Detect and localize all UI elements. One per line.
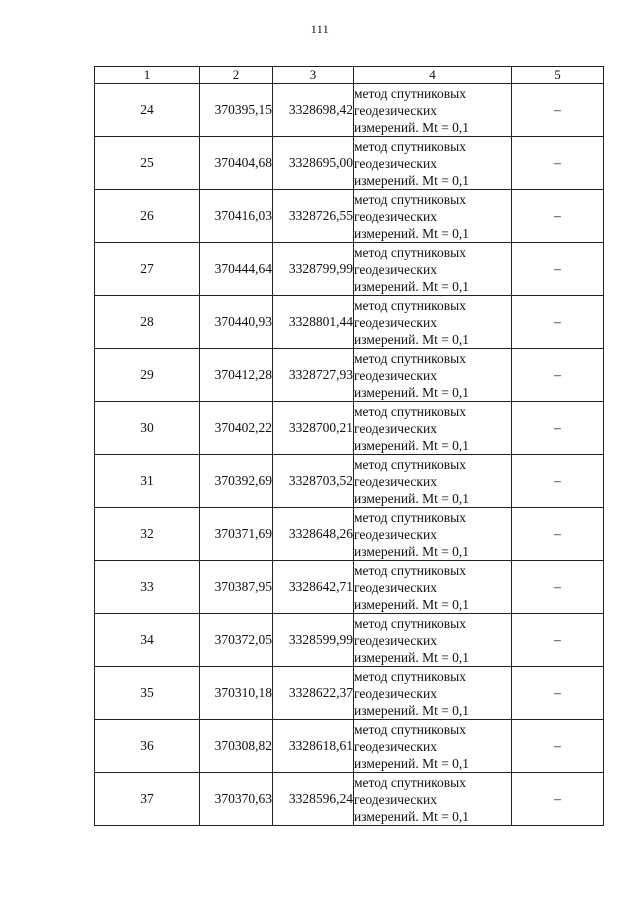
note-cell: – (512, 508, 604, 561)
point-number-cell: 34 (95, 614, 200, 667)
method-line: метод спутниковых (354, 509, 466, 525)
method-cell (354, 349, 512, 402)
method-cell (354, 508, 512, 561)
method-line: измерений. Mt = 0,1 (354, 225, 470, 241)
coordinate-y-cell: 3328596,24 (273, 773, 354, 826)
coordinate-x-cell: 370444,64 (200, 243, 273, 296)
coordinate-y-cell: 3328622,37 (273, 667, 354, 720)
page-number: 111 (310, 22, 330, 36)
table-row (95, 773, 604, 826)
header-col-3: 3 (273, 67, 354, 84)
coordinate-y-cell: 3328726,55 (273, 190, 354, 243)
note-cell: – (512, 84, 604, 137)
method-line: геодезических (354, 208, 437, 224)
note-cell: – (512, 349, 604, 402)
method-line: метод спутниковых (354, 138, 466, 154)
coordinate-x-cell: 370308,82 (200, 720, 273, 773)
table-row (95, 561, 604, 614)
method-cell (354, 137, 512, 190)
method-line: измерений. Mt = 0,1 (354, 119, 470, 135)
method-line: метод спутниковых (354, 244, 466, 260)
note-cell: – (512, 243, 604, 296)
coordinate-y-cell: 3328642,71 (273, 561, 354, 614)
method-line: измерений. Mt = 0,1 (354, 384, 470, 400)
method-line: геодезических (354, 526, 437, 542)
method-cell (354, 614, 512, 667)
method-cell (354, 720, 512, 773)
method-line: метод спутниковых (354, 668, 466, 684)
coordinate-y-cell: 3328648,26 (273, 508, 354, 561)
table-row (95, 614, 604, 667)
point-number-cell: 29 (95, 349, 200, 402)
method-line: измерений. Mt = 0,1 (354, 278, 470, 294)
point-number-cell: 32 (95, 508, 200, 561)
method-line: метод спутниковых (354, 297, 466, 313)
method-line: измерений. Mt = 0,1 (354, 543, 470, 559)
method-cell (354, 561, 512, 614)
method-line: геодезических (354, 102, 437, 118)
method-line: метод спутниковых (354, 562, 466, 578)
table-row (95, 508, 604, 561)
method-cell (354, 190, 512, 243)
table-row (95, 137, 604, 190)
point-number-cell: 25 (95, 137, 200, 190)
method-line: геодезических (354, 791, 437, 807)
method-line: геодезических (354, 367, 437, 383)
method-cell (354, 667, 512, 720)
coordinate-y-cell: 3328618,61 (273, 720, 354, 773)
coordinate-y-cell: 3328695,00 (273, 137, 354, 190)
method-line: геодезических (354, 632, 437, 648)
coordinate-x-cell: 370371,69 (200, 508, 273, 561)
point-number-cell: 30 (95, 402, 200, 455)
method-line: метод спутниковых (354, 191, 466, 207)
coordinate-x-cell: 370416,03 (200, 190, 273, 243)
header-col-2: 2 (200, 67, 273, 84)
method-cell (354, 402, 512, 455)
method-line: геодезических (354, 314, 437, 330)
note-cell: – (512, 296, 604, 349)
point-number-cell: 24 (95, 84, 200, 137)
method-line: измерений. Mt = 0,1 (354, 596, 470, 612)
method-line: метод спутниковых (354, 721, 466, 737)
note-cell: – (512, 561, 604, 614)
table-row (95, 402, 604, 455)
coordinate-y-cell: 3328801,44 (273, 296, 354, 349)
method-line: измерений. Mt = 0,1 (354, 755, 470, 771)
method-line: геодезических (354, 738, 437, 754)
coordinate-x-cell: 370372,05 (200, 614, 273, 667)
method-line: измерений. Mt = 0,1 (354, 331, 470, 347)
coordinate-x-cell: 370440,93 (200, 296, 273, 349)
point-number-cell: 37 (95, 773, 200, 826)
note-cell: – (512, 773, 604, 826)
table-row (95, 296, 604, 349)
coordinate-y-cell: 3328799,99 (273, 243, 354, 296)
method-cell (354, 84, 512, 137)
table-row (95, 349, 604, 402)
method-line: геодезических (354, 579, 437, 595)
method-line: измерений. Mt = 0,1 (354, 649, 470, 665)
coordinate-x-cell: 370392,69 (200, 455, 273, 508)
coordinate-y-cell: 3328727,93 (273, 349, 354, 402)
method-line: геодезических (354, 685, 437, 701)
method-line: измерений. Mt = 0,1 (354, 808, 470, 824)
coordinate-x-cell: 370387,95 (200, 561, 273, 614)
coordinates-table (94, 66, 604, 826)
method-cell (354, 455, 512, 508)
coordinate-y-cell: 3328599,99 (273, 614, 354, 667)
method-cell (354, 773, 512, 826)
coordinate-x-cell: 370310,18 (200, 667, 273, 720)
note-cell: – (512, 720, 604, 773)
table-row (95, 667, 604, 720)
point-number-cell: 27 (95, 243, 200, 296)
point-number-cell: 33 (95, 561, 200, 614)
header-col-1: 1 (95, 67, 200, 84)
header-col-5: 5 (512, 67, 604, 84)
method-line: метод спутниковых (354, 85, 466, 101)
method-line: метод спутниковых (354, 403, 466, 419)
header-col-4: 4 (354, 67, 512, 84)
method-line: измерений. Mt = 0,1 (354, 172, 470, 188)
method-cell (354, 296, 512, 349)
method-line: геодезических (354, 420, 437, 436)
method-line: измерений. Mt = 0,1 (354, 437, 470, 453)
method-cell (354, 243, 512, 296)
coordinate-x-cell: 370412,28 (200, 349, 273, 402)
method-line: геодезических (354, 261, 437, 277)
coordinate-y-cell: 3328700,21 (273, 402, 354, 455)
note-cell: – (512, 137, 604, 190)
coordinate-x-cell: 370402,22 (200, 402, 273, 455)
note-cell: – (512, 614, 604, 667)
table-row (95, 190, 604, 243)
method-line: метод спутниковых (354, 615, 466, 631)
method-line: измерений. Mt = 0,1 (354, 490, 470, 506)
point-number-cell: 35 (95, 667, 200, 720)
method-line: метод спутниковых (354, 350, 466, 366)
table-header-row (95, 67, 604, 84)
coordinate-y-cell: 3328698,42 (273, 84, 354, 137)
note-cell: – (512, 455, 604, 508)
method-line: геодезических (354, 473, 437, 489)
table-row (95, 455, 604, 508)
coordinate-x-cell: 370404,68 (200, 137, 273, 190)
table-row (95, 720, 604, 773)
table-body (95, 84, 604, 826)
coordinate-x-cell: 370370,63 (200, 773, 273, 826)
note-cell: – (512, 190, 604, 243)
point-number-cell: 36 (95, 720, 200, 773)
note-cell: – (512, 667, 604, 720)
coordinate-y-cell: 3328703,52 (273, 455, 354, 508)
table-row (95, 84, 604, 137)
table-row (95, 243, 604, 296)
coordinate-x-cell: 370395,15 (200, 84, 273, 137)
method-line: геодезических (354, 155, 437, 171)
method-line: метод спутниковых (354, 774, 466, 790)
point-number-cell: 28 (95, 296, 200, 349)
note-cell: – (512, 402, 604, 455)
point-number-cell: 26 (95, 190, 200, 243)
method-line: измерений. Mt = 0,1 (354, 702, 470, 718)
method-line: метод спутниковых (354, 456, 466, 472)
point-number-cell: 31 (95, 455, 200, 508)
